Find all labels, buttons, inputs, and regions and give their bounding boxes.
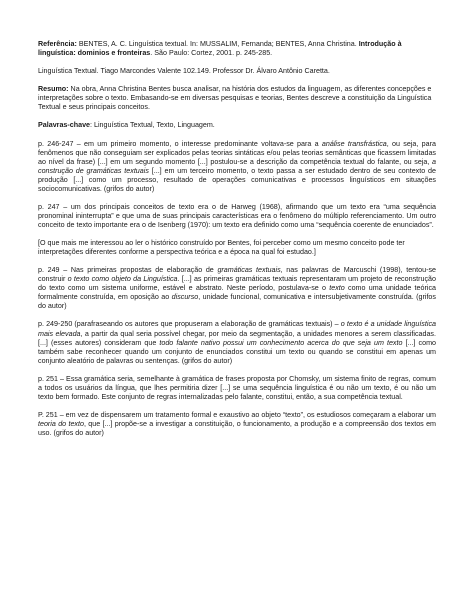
- quote-emphasis: o texto é a unidade linguística mais elevada: [38, 320, 436, 338]
- reference-book-title: Introdução à linguística: dominios e fronteiras: [38, 40, 402, 58]
- quote-text: p. 249-250 (parafraseando os autores que propuseram a elaboração de gramáticas textuais) –: [38, 320, 341, 329]
- quote-text: como uma unidade teórica formalmente construída, em oposição ao: [38, 284, 436, 302]
- personal-note: [O que mais me interessou ao ler o histórico construído por Bentes, foi perceber como um mesmo conceito pode ter interpretações diferentes conforme a perspectiva teórica e a época na qual foi estudao.]: [38, 239, 405, 257]
- quote-emphasis: todo falante nativo possui um conhecimento acerca do que seja um texto: [159, 338, 403, 347]
- keywords-text: : Linguística Textual, Texto, Linguagem.: [90, 121, 215, 130]
- quote-249-250: [38, 320, 436, 365]
- quote-text: p. 249 – Nas primeiras propostas de elaboração de: [38, 266, 218, 275]
- summary-paragraph: [38, 85, 436, 112]
- quote-text: , ou seja, para fenômenos que não conseguiam ser explicados pelas teorias sintáticas e/ou pelas teorias semânticas que ficassem limitadas ao nível da frase) [...] em um segundo momento [...] postulou-se a descrição da competência textual do falante, ou seja,: [38, 139, 436, 166]
- quote-text: , a partir da qual seria possível chegar, por meio da segmentação, a unidades menores a serem classificadas. [...] (esses autores) consideram que: [38, 329, 436, 347]
- quote-249: [38, 266, 436, 311]
- quote-emphasis: teoria do texto: [38, 419, 84, 428]
- keywords-label: Palavras-chave: [38, 121, 91, 130]
- quote-emphasis: discurso: [171, 293, 199, 302]
- quote-text: [...] como também sabe reconhecer quando um conjunto de enunciados constitui um texto ou quando se constitui em apenas um conjunto aleatório de palavras ou sentenças. (grifos do autor): [38, 338, 436, 365]
- quote-emphasis: texto: [329, 284, 345, 293]
- quote-247: p. 247 – um dos principais conceitos de texto era o de Harweg (1968), afirmando que um texto era “uma sequência pronominal ininterrupta” e que uma de suas principais características era o fenômeno do múltiplo referenciamento. Um outro conceito de texto importante era o de Isenberg (1970): um texto era definido como uma “sequência coerente de enunciados”.: [38, 202, 436, 229]
- quote-text: , que [...] propõe-se a investigar a constituição, o funcionamento, a produção e a compreensão dos textos em uso. (grifos do autor): [38, 419, 436, 438]
- quote-emphasis: o texto como objeto da Linguística: [67, 275, 178, 284]
- quote-246-247: [38, 140, 436, 194]
- quote-text: [...] em um terceiro momento, o texto passa a ser estudado dentro de seu contexto de produção [...] como um processo, resultado de operações comunicativas e processos linguísticos em situações sociocomunicativas. (grifos do autor): [38, 166, 436, 193]
- reference-text-1: BENTES, A. C. Linguística textual. In: MUSSALIM, Fernanda; BENTES, Anna Christina.: [76, 40, 359, 48]
- summary-label: Resumo:: [38, 85, 69, 94]
- quote-emphasis: a construção de gramáticas textuais: [38, 157, 436, 175]
- quote-text: . [...] as primeiras gramáticas textuais representaram um projeto de reconstrução do texto como um sistema uniforme, estável e abstrato. Neste período, postulava-se o: [38, 275, 436, 293]
- quote-text: , nas palavras de Marcuschi (1998), tentou-se construir: [38, 266, 436, 284]
- quote-251-a: p. 251 – Essa gramática seria, semelhante à gramática de frases proposta por Chomsky, um sistema finito de regras, comum a todos os usuários da língua, que lhes permitiria dizer [...] se uma sequência linguística é ou não um texto, é ou não um texto bem formado. Este conjunto de regras internalizadas pelo falante, constitui, então, a sua competência textual.: [38, 374, 436, 401]
- quote-text: P. 251 – em vez de dispensarem um tratamento formal e exaustivo ao objeto “texto”, os estudiosos começaram a elaborar um: [38, 410, 436, 419]
- reference-text-2: . São Paulo: Cortez, 2001. p. 245-285.: [150, 49, 273, 58]
- reference-label: Referência:: [38, 40, 77, 48]
- quote-251-b: [38, 411, 436, 438]
- course-line: Linguística Textual. Tiago Marcondes Valente 102.149. Professor Dr. Álvaro Antônio Caretta.: [38, 67, 330, 76]
- quote-text: , unidade funcional, comunicativa e intersubjetivamente construída. (grifos do autor): [38, 293, 436, 311]
- summary-text: Na obra, Anna Christina Bentes busca analisar, na história dos estudos da linguagem, as diferentes concepções e interpretações sobre o texto. Embasando-se em diversas pesquisas e teorias, Bentes descreve a constituição da Linguística Textual e seus principais conceitos.: [38, 85, 432, 112]
- keywords-paragraph: [38, 121, 436, 130]
- reference-paragraph: [38, 40, 436, 58]
- quote-text: p. 246-247 – em um primeiro momento, o interesse predominante voltava-se para a: [38, 139, 322, 148]
- quote-emphasis: análise transfrástica: [321, 139, 387, 148]
- quote-emphasis: gramáticas textuais: [217, 266, 281, 275]
